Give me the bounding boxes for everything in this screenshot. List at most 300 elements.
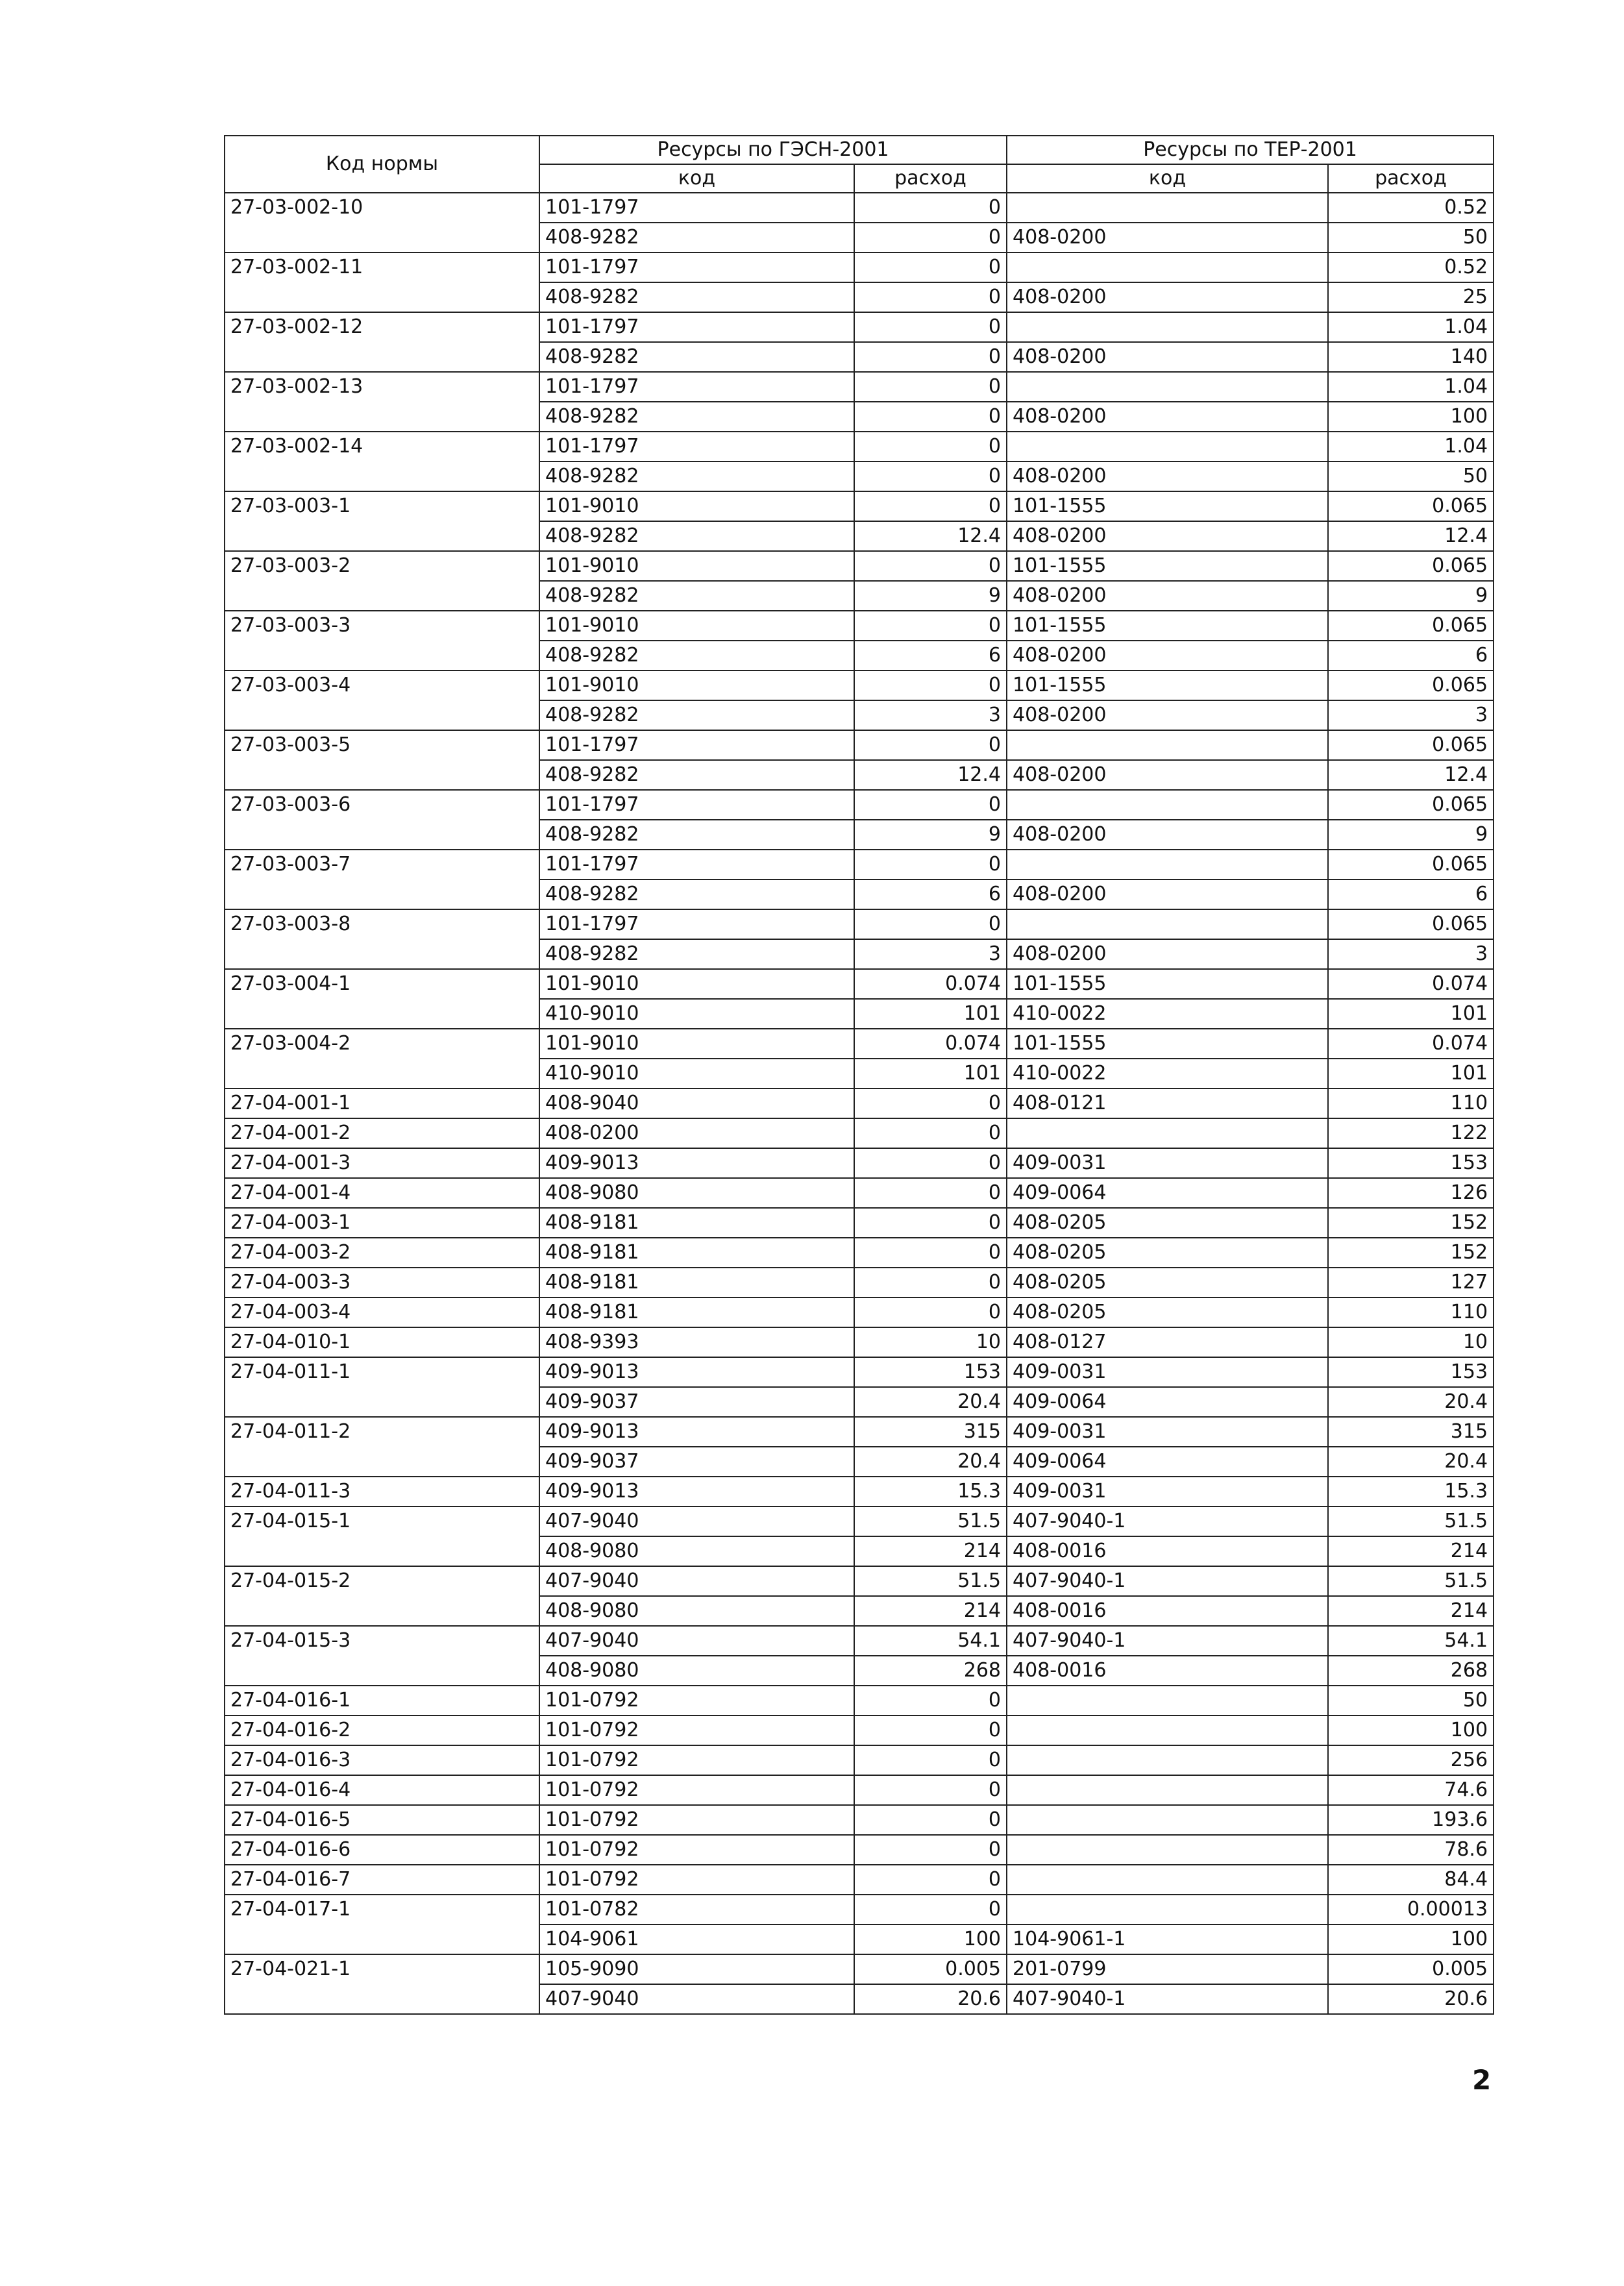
ter-code-cell: 408-0016 xyxy=(1007,1656,1328,1686)
ter-code-cell xyxy=(1007,312,1328,342)
table-row xyxy=(225,1686,1494,1715)
ter-code-cell xyxy=(1007,372,1328,402)
gesn-resources-header: Ресурсы по ГЭСН-2001 xyxy=(539,136,1007,164)
gesn-rate-cell: 0.005 xyxy=(854,1954,1007,1984)
ter-code-cell: 408-0205 xyxy=(1007,1297,1328,1327)
table-row xyxy=(225,1118,1494,1148)
ter-rate-cell: 0.074 xyxy=(1328,1029,1494,1059)
gesn-code-cell: 101-9010 xyxy=(539,969,854,999)
table-row xyxy=(225,1805,1494,1835)
gesn-rate-cell: 0 xyxy=(854,1775,1007,1805)
gesn-code-cell: 408-9282 xyxy=(539,461,854,491)
table-row xyxy=(225,193,1494,223)
table-row xyxy=(225,1626,1494,1656)
ter-rate-cell: 0.52 xyxy=(1328,252,1494,282)
ter-code-cell xyxy=(1007,1745,1328,1775)
gesn-rate-cell: 0 xyxy=(854,790,1007,820)
ter-rate-cell: 0.065 xyxy=(1328,850,1494,879)
ter-code-cell: 410-0022 xyxy=(1007,1059,1328,1088)
norm-code-cell: 27-03-003-1 xyxy=(225,491,539,551)
ter-rate-cell: 9 xyxy=(1328,820,1494,850)
ter-code-cell xyxy=(1007,790,1328,820)
gesn-code-cell: 408-9282 xyxy=(539,342,854,372)
norm-code-cell: 27-03-002-12 xyxy=(225,312,539,372)
table-row xyxy=(225,1506,1494,1536)
gesn-rate-cell: 0 xyxy=(854,1178,1007,1208)
norm-code-cell: 27-04-017-1 xyxy=(225,1895,539,1954)
gesn-code-cell: 408-9282 xyxy=(539,581,854,611)
gesn-rate-cell: 0 xyxy=(854,1715,1007,1745)
ter-rate-cell: 101 xyxy=(1328,999,1494,1029)
ter-rate-cell: 127 xyxy=(1328,1268,1494,1297)
norm-code-cell: 27-04-011-2 xyxy=(225,1417,539,1477)
ter-rate-cell: 214 xyxy=(1328,1536,1494,1566)
gesn-rate-cell: 0 xyxy=(854,1208,1007,1238)
ter-code-cell: 101-1555 xyxy=(1007,969,1328,999)
table-row xyxy=(225,790,1494,820)
ter-code-cell: 409-0031 xyxy=(1007,1148,1328,1178)
gesn-code-cell: 101-1797 xyxy=(539,730,854,760)
norm-code-cell: 27-04-003-2 xyxy=(225,1238,539,1268)
ter-code-cell: 408-0200 xyxy=(1007,939,1328,969)
gesn-rate-cell: 0 xyxy=(854,432,1007,461)
gesn-code-cell: 409-9013 xyxy=(539,1417,854,1447)
ter-rate-cell: 1.04 xyxy=(1328,372,1494,402)
ter-code-cell: 101-1555 xyxy=(1007,551,1328,581)
gesn-rate-cell: 0 xyxy=(854,1745,1007,1775)
gesn-code-cell: 101-9010 xyxy=(539,551,854,581)
gesn-code-cell: 409-9013 xyxy=(539,1477,854,1506)
gesn-rate-cell: 51.5 xyxy=(854,1506,1007,1536)
gesn-rate-cell: 0 xyxy=(854,850,1007,879)
ter-rate-cell: 50 xyxy=(1328,461,1494,491)
norm-code-cell: 27-03-002-10 xyxy=(225,193,539,252)
gesn-code-cell: 101-0792 xyxy=(539,1835,854,1865)
norm-code-cell: 27-04-010-1 xyxy=(225,1327,539,1357)
gesn-rate-cell: 0 xyxy=(854,1865,1007,1895)
gesn-code-cell: 101-0792 xyxy=(539,1686,854,1715)
ter-rate-cell: 20.4 xyxy=(1328,1387,1494,1417)
gesn-rate-cell: 0 xyxy=(854,611,1007,641)
ter-code-cell: 101-1555 xyxy=(1007,611,1328,641)
ter-rate-cell: 6 xyxy=(1328,641,1494,670)
ter-code-cell: 409-0031 xyxy=(1007,1417,1328,1447)
gesn-rate-cell: 0 xyxy=(854,282,1007,312)
ter-rate-cell: 268 xyxy=(1328,1656,1494,1686)
norm-code-cell: 27-03-003-6 xyxy=(225,790,539,850)
gesn-rate-cell: 0 xyxy=(854,402,1007,432)
norm-code-cell: 27-03-002-14 xyxy=(225,432,539,491)
table-row xyxy=(225,551,1494,581)
table-row xyxy=(225,312,1494,342)
ter-rate-cell: 0.005 xyxy=(1328,1954,1494,1984)
norm-code-cell: 27-04-015-3 xyxy=(225,1626,539,1686)
gesn-code-cell: 408-9181 xyxy=(539,1268,854,1297)
gesn-rate-cell: 100 xyxy=(854,1924,1007,1954)
ter-rate-cell: 0.065 xyxy=(1328,670,1494,700)
ter-code-cell: 408-0205 xyxy=(1007,1268,1328,1297)
norm-code-cell: 27-04-003-1 xyxy=(225,1208,539,1238)
norm-code-cell: 27-04-003-4 xyxy=(225,1297,539,1327)
gesn-rate-cell: 0 xyxy=(854,1805,1007,1835)
ter-code-cell xyxy=(1007,1118,1328,1148)
ter-rate-cell: 100 xyxy=(1328,402,1494,432)
ter-rate-cell: 152 xyxy=(1328,1208,1494,1238)
ter-resources-header: Ресурсы по ТЕР-2001 xyxy=(1007,136,1494,164)
ter-rate-cell: 110 xyxy=(1328,1088,1494,1118)
table-row xyxy=(225,1238,1494,1268)
gesn-rate-cell: 54.1 xyxy=(854,1626,1007,1656)
gesn-rate-cell: 0 xyxy=(854,342,1007,372)
gesn-rate-cell: 0 xyxy=(854,223,1007,252)
ter-rate-cell: 100 xyxy=(1328,1924,1494,1954)
gesn-code-cell: 408-9282 xyxy=(539,402,854,432)
ter-rate-cell: 84.4 xyxy=(1328,1865,1494,1895)
gesn-code-cell: 101-9010 xyxy=(539,491,854,521)
gesn-rate-cell: 51.5 xyxy=(854,1566,1007,1596)
gesn-code-cell: 101-9010 xyxy=(539,670,854,700)
ter-code-header: код xyxy=(1007,164,1328,193)
gesn-rate-cell: 0 xyxy=(854,372,1007,402)
gesn-code-cell: 408-9282 xyxy=(539,641,854,670)
gesn-rate-cell: 268 xyxy=(854,1656,1007,1686)
ter-code-cell xyxy=(1007,252,1328,282)
norm-code-cell: 27-03-003-5 xyxy=(225,730,539,790)
norm-code-cell: 27-03-003-7 xyxy=(225,850,539,909)
table-body xyxy=(225,193,1494,2014)
gesn-rate-cell: 214 xyxy=(854,1536,1007,1566)
gesn-code-cell: 409-9013 xyxy=(539,1148,854,1178)
gesn-rate-cell: 0.074 xyxy=(854,1029,1007,1059)
ter-code-cell xyxy=(1007,1865,1328,1895)
norm-code-cell: 27-04-001-3 xyxy=(225,1148,539,1178)
gesn-code-cell: 105-9090 xyxy=(539,1954,854,1984)
norm-code-cell: 27-03-004-1 xyxy=(225,969,539,1029)
gesn-code-cell: 408-0200 xyxy=(539,1118,854,1148)
gesn-code-cell: 407-9040 xyxy=(539,1626,854,1656)
norm-code-cell: 27-04-003-3 xyxy=(225,1268,539,1297)
table-row xyxy=(225,670,1494,700)
ter-rate-cell: 0.074 xyxy=(1328,969,1494,999)
norm-code-cell: 27-04-016-5 xyxy=(225,1805,539,1835)
ter-rate-cell: 1.04 xyxy=(1328,432,1494,461)
ter-code-cell: 409-0031 xyxy=(1007,1477,1328,1506)
table-row xyxy=(225,909,1494,939)
norm-code-cell: 27-04-001-4 xyxy=(225,1178,539,1208)
gesn-code-cell: 408-9282 xyxy=(539,760,854,790)
ter-rate-cell: 9 xyxy=(1328,581,1494,611)
ter-code-cell: 101-1555 xyxy=(1007,491,1328,521)
gesn-code-cell: 408-9181 xyxy=(539,1238,854,1268)
gesn-code-cell: 101-1797 xyxy=(539,312,854,342)
ter-code-cell: 408-0200 xyxy=(1007,581,1328,611)
gesn-code-cell: 101-9010 xyxy=(539,611,854,641)
ter-code-cell: 104-9061-1 xyxy=(1007,1924,1328,1954)
ter-rate-cell: 50 xyxy=(1328,1686,1494,1715)
ter-rate-cell: 315 xyxy=(1328,1417,1494,1447)
ter-rate-cell: 12.4 xyxy=(1328,521,1494,551)
gesn-code-cell: 408-9181 xyxy=(539,1297,854,1327)
gesn-code-cell: 408-9080 xyxy=(539,1656,854,1686)
gesn-code-cell: 408-9282 xyxy=(539,223,854,252)
norm-code-cell: 27-04-011-1 xyxy=(225,1357,539,1417)
gesn-rate-cell: 15.3 xyxy=(854,1477,1007,1506)
gesn-code-cell: 101-1797 xyxy=(539,909,854,939)
gesn-rate-cell: 0 xyxy=(854,252,1007,282)
ter-code-cell xyxy=(1007,1835,1328,1865)
gesn-rate-cell: 6 xyxy=(854,879,1007,909)
gesn-rate-cell: 0 xyxy=(854,1686,1007,1715)
ter-rate-cell: 0.065 xyxy=(1328,551,1494,581)
gesn-rate-cell: 153 xyxy=(854,1357,1007,1387)
norm-code-cell: 27-04-011-3 xyxy=(225,1477,539,1506)
gesn-code-cell: 101-0792 xyxy=(539,1715,854,1745)
ter-code-cell: 407-9040-1 xyxy=(1007,1984,1328,2014)
ter-rate-cell: 193.6 xyxy=(1328,1805,1494,1835)
gesn-code-cell: 408-9282 xyxy=(539,879,854,909)
table-row xyxy=(225,432,1494,461)
ter-rate-cell: 74.6 xyxy=(1328,1775,1494,1805)
ter-rate-cell: 0.065 xyxy=(1328,611,1494,641)
gesn-code-cell: 101-9010 xyxy=(539,1029,854,1059)
gesn-rate-cell: 0 xyxy=(854,1148,1007,1178)
gesn-rate-cell: 0 xyxy=(854,461,1007,491)
gesn-rate-cell: 20.4 xyxy=(854,1447,1007,1477)
gesn-rate-cell: 10 xyxy=(854,1327,1007,1357)
table-row xyxy=(225,491,1494,521)
gesn-code-cell: 409-9037 xyxy=(539,1447,854,1477)
gesn-rate-cell: 0 xyxy=(854,730,1007,760)
ter-rate-cell: 256 xyxy=(1328,1745,1494,1775)
ter-rate-cell: 78.6 xyxy=(1328,1835,1494,1865)
page-number: 2 xyxy=(1472,2064,1492,2096)
ter-code-cell: 408-0121 xyxy=(1007,1088,1328,1118)
gesn-code-cell: 101-0792 xyxy=(539,1745,854,1775)
table-row xyxy=(225,1148,1494,1178)
gesn-code-cell: 407-9040 xyxy=(539,1566,854,1596)
gesn-code-cell: 408-9282 xyxy=(539,521,854,551)
table-header xyxy=(225,136,1494,193)
ter-code-cell: 407-9040-1 xyxy=(1007,1506,1328,1536)
gesn-code-cell: 101-1797 xyxy=(539,850,854,879)
ter-code-cell: 408-0200 xyxy=(1007,820,1328,850)
table-row xyxy=(225,1178,1494,1208)
ter-code-cell: 410-0022 xyxy=(1007,999,1328,1029)
ter-code-cell: 408-0127 xyxy=(1007,1327,1328,1357)
table-row xyxy=(225,969,1494,999)
gesn-rate-header: расход xyxy=(854,164,1007,193)
table-row xyxy=(225,1745,1494,1775)
gesn-code-cell: 101-0792 xyxy=(539,1805,854,1835)
ter-rate-cell: 0.065 xyxy=(1328,909,1494,939)
ter-code-cell xyxy=(1007,1805,1328,1835)
ter-rate-cell: 51.5 xyxy=(1328,1506,1494,1536)
gesn-code-cell: 410-9010 xyxy=(539,999,854,1029)
gesn-code-cell: 409-9037 xyxy=(539,1387,854,1417)
gesn-rate-cell: 0 xyxy=(854,551,1007,581)
gesn-rate-cell: 0 xyxy=(854,491,1007,521)
ter-rate-cell: 122 xyxy=(1328,1118,1494,1148)
ter-code-cell: 101-1555 xyxy=(1007,670,1328,700)
ter-rate-cell: 54.1 xyxy=(1328,1626,1494,1656)
gesn-code-cell: 408-9080 xyxy=(539,1536,854,1566)
table-row xyxy=(225,1715,1494,1745)
gesn-rate-cell: 12.4 xyxy=(854,760,1007,790)
gesn-code-cell: 101-0792 xyxy=(539,1775,854,1805)
resources-table xyxy=(224,135,1494,2015)
gesn-rate-cell: 0 xyxy=(854,1088,1007,1118)
ter-code-cell xyxy=(1007,1895,1328,1924)
gesn-code-cell: 407-9040 xyxy=(539,1984,854,2014)
table-row xyxy=(225,1297,1494,1327)
gesn-code-cell: 408-9181 xyxy=(539,1208,854,1238)
ter-rate-cell: 0.52 xyxy=(1328,193,1494,223)
table-row xyxy=(225,372,1494,402)
gesn-code-cell: 101-1797 xyxy=(539,790,854,820)
ter-rate-cell: 126 xyxy=(1328,1178,1494,1208)
table-row xyxy=(225,1835,1494,1865)
ter-rate-cell: 12.4 xyxy=(1328,760,1494,790)
ter-code-cell: 409-0031 xyxy=(1007,1357,1328,1387)
gesn-code-header: код xyxy=(539,164,854,193)
ter-code-cell: 409-0064 xyxy=(1007,1178,1328,1208)
ter-code-cell xyxy=(1007,1686,1328,1715)
ter-rate-cell: 10 xyxy=(1328,1327,1494,1357)
ter-code-cell: 408-0200 xyxy=(1007,521,1328,551)
ter-rate-cell: 0.065 xyxy=(1328,730,1494,760)
ter-code-cell: 408-0200 xyxy=(1007,879,1328,909)
ter-rate-cell: 20.4 xyxy=(1328,1447,1494,1477)
gesn-rate-cell: 0 xyxy=(854,909,1007,939)
ter-rate-cell: 25 xyxy=(1328,282,1494,312)
table-row xyxy=(225,1566,1494,1596)
gesn-rate-cell: 6 xyxy=(854,641,1007,670)
gesn-code-cell: 407-9040 xyxy=(539,1506,854,1536)
table-row xyxy=(225,1865,1494,1895)
gesn-rate-cell: 0.074 xyxy=(854,969,1007,999)
ter-code-cell: 408-0200 xyxy=(1007,402,1328,432)
ter-code-cell xyxy=(1007,850,1328,879)
ter-code-cell: 407-9040-1 xyxy=(1007,1626,1328,1656)
table-row xyxy=(225,1327,1494,1357)
ter-rate-cell: 15.3 xyxy=(1328,1477,1494,1506)
norm-code-header: Код нормы xyxy=(225,136,539,193)
gesn-rate-cell: 20.4 xyxy=(854,1387,1007,1417)
gesn-code-cell: 101-1797 xyxy=(539,432,854,461)
gesn-rate-cell: 0 xyxy=(854,1835,1007,1865)
ter-rate-cell: 214 xyxy=(1328,1596,1494,1626)
ter-rate-cell: 153 xyxy=(1328,1357,1494,1387)
gesn-rate-cell: 20.6 xyxy=(854,1984,1007,2014)
ter-code-cell xyxy=(1007,193,1328,223)
ter-code-cell: 408-0205 xyxy=(1007,1208,1328,1238)
gesn-code-cell: 408-9080 xyxy=(539,1178,854,1208)
gesn-code-cell: 408-9080 xyxy=(539,1596,854,1626)
table-row xyxy=(225,1208,1494,1238)
table-row xyxy=(225,730,1494,760)
ter-rate-cell: 1.04 xyxy=(1328,312,1494,342)
ter-code-cell xyxy=(1007,1775,1328,1805)
gesn-code-cell: 101-0792 xyxy=(539,1865,854,1895)
ter-code-cell: 408-0200 xyxy=(1007,223,1328,252)
ter-rate-cell: 6 xyxy=(1328,879,1494,909)
gesn-rate-cell: 101 xyxy=(854,1059,1007,1088)
table-row xyxy=(225,1417,1494,1447)
gesn-code-cell: 408-9040 xyxy=(539,1088,854,1118)
gesn-code-cell: 408-9282 xyxy=(539,700,854,730)
ter-code-cell xyxy=(1007,432,1328,461)
gesn-rate-cell: 9 xyxy=(854,820,1007,850)
norm-code-cell: 27-04-016-3 xyxy=(225,1745,539,1775)
norm-code-cell: 27-03-003-3 xyxy=(225,611,539,670)
norm-code-cell: 27-03-003-2 xyxy=(225,551,539,611)
ter-rate-cell: 140 xyxy=(1328,342,1494,372)
gesn-code-cell: 101-1797 xyxy=(539,252,854,282)
ter-code-cell: 101-1555 xyxy=(1007,1029,1328,1059)
gesn-rate-cell: 0 xyxy=(854,312,1007,342)
gesn-code-cell: 101-1797 xyxy=(539,372,854,402)
ter-rate-cell: 153 xyxy=(1328,1148,1494,1178)
ter-rate-header: расход xyxy=(1328,164,1494,193)
ter-code-cell: 408-0016 xyxy=(1007,1536,1328,1566)
gesn-rate-cell: 0 xyxy=(854,193,1007,223)
norm-code-cell: 27-04-016-6 xyxy=(225,1835,539,1865)
ter-rate-cell: 110 xyxy=(1328,1297,1494,1327)
ter-code-cell xyxy=(1007,730,1328,760)
norm-code-cell: 27-04-016-1 xyxy=(225,1686,539,1715)
gesn-rate-cell: 9 xyxy=(854,581,1007,611)
gesn-rate-cell: 214 xyxy=(854,1596,1007,1626)
table-row xyxy=(225,252,1494,282)
norm-code-cell: 27-04-021-1 xyxy=(225,1954,539,2014)
gesn-rate-cell: 3 xyxy=(854,700,1007,730)
ter-code-cell: 408-0200 xyxy=(1007,461,1328,491)
gesn-code-cell: 409-9013 xyxy=(539,1357,854,1387)
norm-code-cell: 27-03-003-8 xyxy=(225,909,539,969)
norm-code-cell: 27-04-016-7 xyxy=(225,1865,539,1895)
ter-rate-cell: 3 xyxy=(1328,700,1494,730)
table-row xyxy=(225,611,1494,641)
gesn-rate-cell: 101 xyxy=(854,999,1007,1029)
gesn-code-cell: 408-9282 xyxy=(539,939,854,969)
table-row xyxy=(225,1895,1494,1924)
gesn-code-cell: 408-9282 xyxy=(539,282,854,312)
gesn-rate-cell: 0 xyxy=(854,1118,1007,1148)
ter-rate-cell: 100 xyxy=(1328,1715,1494,1745)
norm-code-cell: 27-04-016-4 xyxy=(225,1775,539,1805)
table-row xyxy=(225,1268,1494,1297)
ter-code-cell: 408-0200 xyxy=(1007,342,1328,372)
ter-rate-cell: 101 xyxy=(1328,1059,1494,1088)
gesn-code-cell: 101-1797 xyxy=(539,193,854,223)
norm-code-cell: 27-04-001-1 xyxy=(225,1088,539,1118)
table-row xyxy=(225,850,1494,879)
table-row xyxy=(225,1775,1494,1805)
gesn-rate-cell: 0 xyxy=(854,1297,1007,1327)
table-row xyxy=(225,1477,1494,1506)
gesn-code-cell: 104-9061 xyxy=(539,1924,854,1954)
norm-code-cell: 27-04-015-2 xyxy=(225,1566,539,1626)
ter-rate-cell: 152 xyxy=(1328,1238,1494,1268)
ter-code-cell: 201-0799 xyxy=(1007,1954,1328,1984)
ter-rate-cell: 51.5 xyxy=(1328,1566,1494,1596)
norm-code-cell: 27-04-015-1 xyxy=(225,1506,539,1566)
ter-code-cell: 409-0064 xyxy=(1007,1387,1328,1417)
ter-rate-cell: 3 xyxy=(1328,939,1494,969)
ter-code-cell: 407-9040-1 xyxy=(1007,1566,1328,1596)
norm-code-cell: 27-03-002-11 xyxy=(225,252,539,312)
table-row xyxy=(225,1088,1494,1118)
